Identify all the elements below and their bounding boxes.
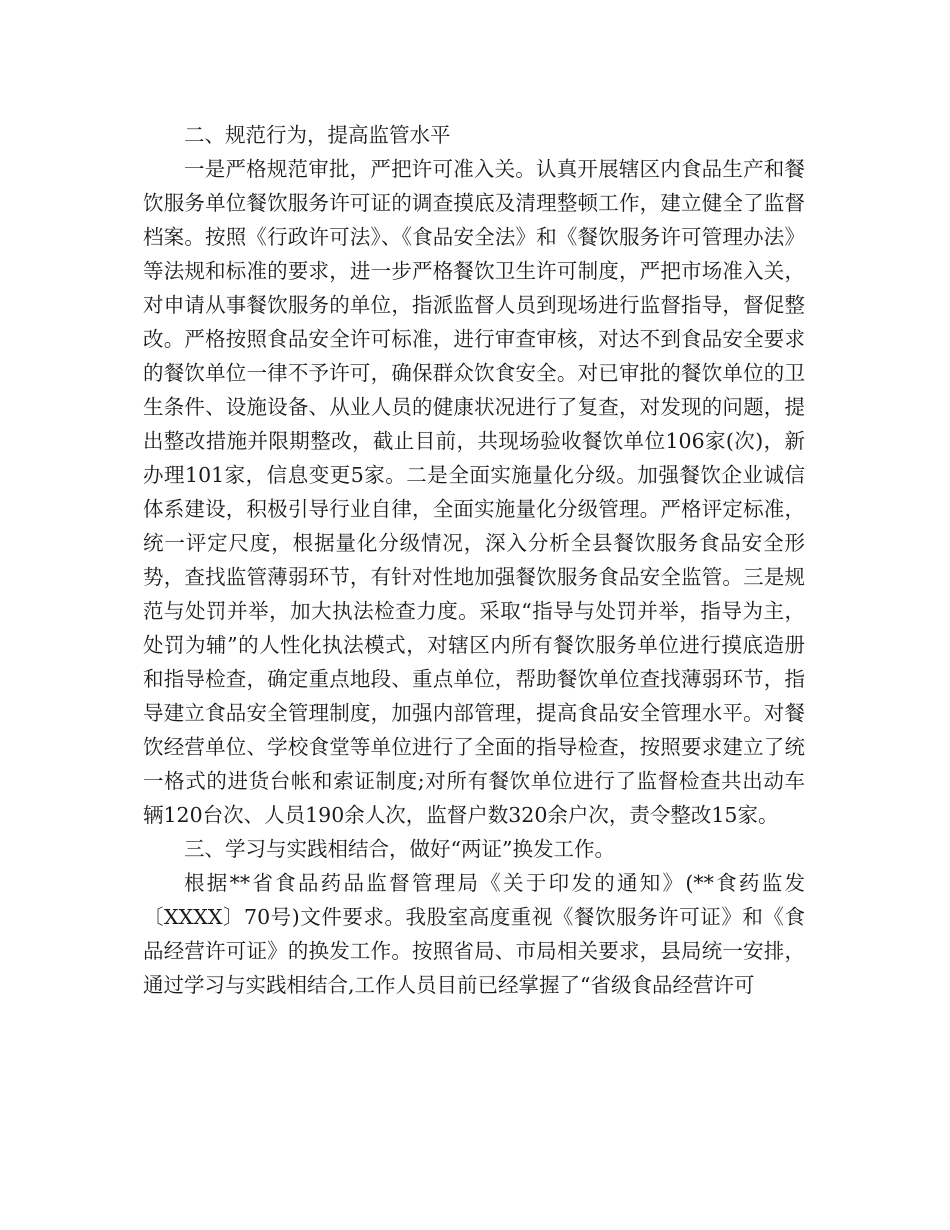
body-paragraph: 根据**省食品药品监督管理局《关于印发的通知》(**食药监发〔XXXX〕70号)文件要求。我股室高度重视《餐饮服务许可证》和《食品经营许可证》的换发工作。按照省局、市局相关要求，县局统一安排，通过学习与实践相结合,工作人员目前已经掌握了“省级食品经营许可 <box>143 871 805 997</box>
section-heading-2: 二、规范行为，提高监管水平 <box>184 123 451 147</box>
section-heading-3: 三、学习与实践相结合，做好“两证”换发工作。 <box>184 837 615 861</box>
body-paragraph: 一是严格规范审批，严把许可准入关。认真开展辖区内食品生产和餐饮服务单位餐饮服务许可证的调查摸底及清理整顿工作，建立健全了监督档案。按照《行政许可法》、《食品安全法》和《餐饮服务许可管理办法》等法规和标准的要求，进一步严格餐饮卫生许可制度，严把市场准入关，对申请从事餐饮服务的单位，指派监督人员到现场进行监督指导，督促整改。严格按照食品安全许可标准，进行审查审核，对达不到食品安全要求的餐饮单位一律不予许可，确保群众饮食安全。对已审批的餐饮单位的卫生条件、设施设备、从业人员的健康状况进行了复查，对发现的问题，提出整改措施并限期整改，截止目前，共现场验收餐饮单位106家(次)，新办理101家，信息变更5家。二是全面实施量化分级。加强餐饮企业诚信体系建设，积极引导行业自律，全面实施量化分级管理。严格评定标准，统一评定尺度，根据量化分级情况，深入分析全县餐饮服务食品安全形势，查找监管薄弱环节，有针对性地加强餐饮服务食品安全监管。三是规范与处罚并举，加大执法检查力度。采取“指导与处罚并举，指导为主，处罚为辅”的人性化执法模式，对辖区内所有餐饮服务单位进行摸底造册和指导检查，确定重点地段、重点单位，帮助餐饮单位查找薄弱环节，指导建立食品安全管理制度，加强内部管理，提高食品安全管理水平。对餐饮经营单位、学校食堂等单位进行了全面的指导检查，按照要求建立了统一格式的进货台帐和索证制度;对所有餐饮单位进行了监督检查共出动车辆120台次、人员190余人次，监督户数320余户次，责令整改15家。 <box>143 157 805 827</box>
document-body <box>143 118 805 1002</box>
